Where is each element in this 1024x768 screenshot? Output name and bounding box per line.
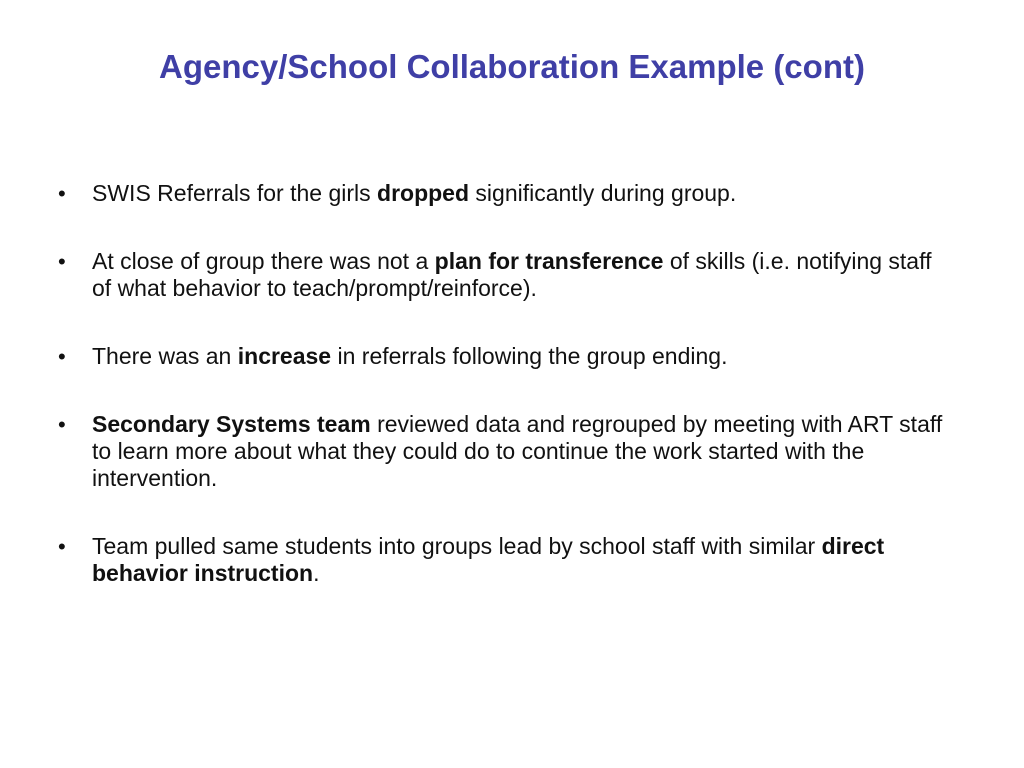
bullet-marker: •: [58, 534, 66, 559]
bullet-item: [56, 533, 956, 587]
bullet-text-part: .: [313, 560, 320, 586]
bullet-text-part: Team pulled same students into groups lead by school staff with similar: [92, 533, 822, 559]
bullet-text-emphasis: direct behavior instruction: [92, 533, 885, 586]
bullet-text-part: of skills (i.e. notifying staff of what behavior to teach/prompt/reinforce).: [92, 248, 932, 301]
bullet-list: [56, 180, 956, 628]
bullet-text: [92, 180, 736, 206]
bullet-text-part: reviewed data and regrouped by meeting with ART staff to learn more about what they could do to continue the work started with the intervention.: [92, 411, 943, 491]
bullet-item: [56, 343, 956, 370]
bullet-text-emphasis: dropped: [377, 180, 470, 206]
bullet-text-part: significantly during group.: [469, 180, 737, 206]
bullet-item: [56, 411, 956, 492]
bullet-item: [56, 180, 956, 207]
bullet-text: [92, 533, 884, 586]
bullet-text: [92, 411, 942, 491]
bullet-item: [56, 248, 956, 302]
bullet-text-emphasis: increase: [237, 343, 332, 369]
bullet-text-part: There was an: [92, 343, 238, 369]
bullet-marker: •: [58, 344, 66, 369]
bullet-marker: •: [58, 249, 66, 274]
bullet-text: [92, 248, 931, 301]
slide-title: Agency/School Collaboration Example (cont): [159, 48, 865, 85]
bullet-text-part: SWIS Referrals for the girls: [92, 180, 378, 206]
bullet-marker: •: [58, 181, 66, 206]
bullet-text-emphasis: Secondary Systems team: [92, 411, 371, 437]
bullet-text-emphasis: plan for transference: [434, 248, 664, 274]
bullet-text: [92, 343, 727, 369]
bullet-text-part: in referrals following the group ending.: [331, 343, 728, 369]
bullet-marker: •: [58, 412, 66, 437]
bullet-text-part: At close of group there was not a: [92, 248, 435, 274]
